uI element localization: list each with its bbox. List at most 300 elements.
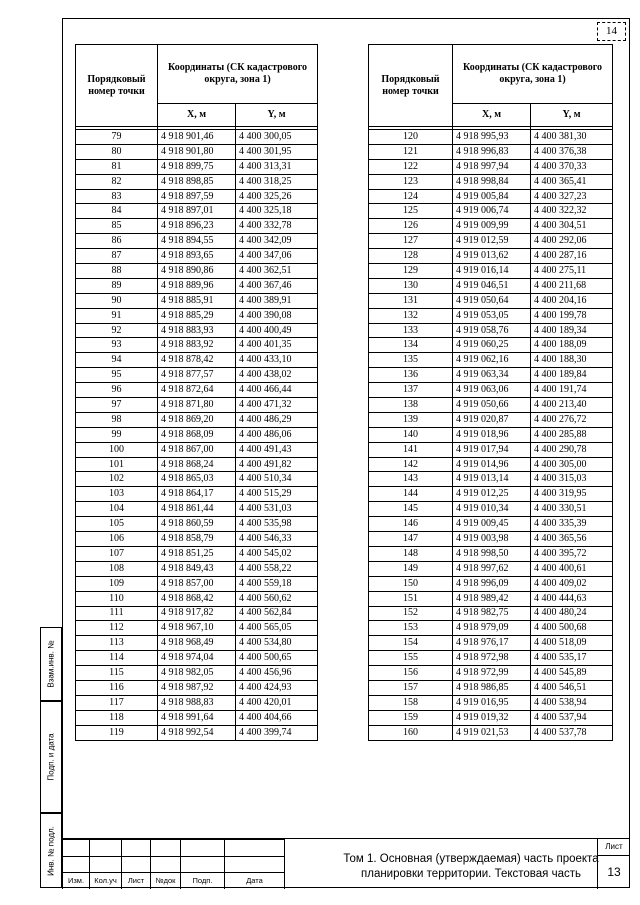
- y-coordinate-cell: 4 400 275,11: [531, 264, 613, 279]
- x-coordinate-cell: 4 918 861,44: [158, 502, 236, 517]
- point-number-cell: 105: [76, 517, 158, 532]
- y-coordinate-cell: 4 400 409,02: [531, 576, 613, 591]
- table-row: [76, 174, 318, 189]
- y-coordinate-cell: 4 400 370,33: [531, 159, 613, 174]
- x-coordinate-cell: 4 918 868,24: [158, 457, 236, 472]
- table-row: [369, 576, 613, 591]
- table-row: [76, 398, 318, 413]
- point-number-cell: 160: [369, 725, 453, 740]
- table-row: [76, 278, 318, 293]
- table-row: [76, 621, 318, 636]
- x-coordinate-cell: 4 919 003,98: [453, 532, 531, 547]
- x-coordinate-cell: 4 919 012,59: [453, 234, 531, 249]
- point-number-cell: 119: [76, 725, 158, 740]
- point-number-cell: 80: [76, 144, 158, 159]
- y-coordinate-cell: 4 400 347,06: [236, 249, 318, 264]
- table-row: [369, 561, 613, 576]
- point-number-cell: 122: [369, 159, 453, 174]
- y-coordinate-cell: 4 400 444,63: [531, 591, 613, 606]
- point-number-cell: 86: [76, 234, 158, 249]
- point-number-cell: 124: [369, 189, 453, 204]
- table-row: [369, 249, 613, 264]
- table-row: [76, 249, 318, 264]
- x-coordinate-cell: 4 918 864,17: [158, 487, 236, 502]
- x-coordinate-cell: 4 919 063,06: [453, 383, 531, 398]
- point-number-cell: 108: [76, 561, 158, 576]
- table-row: [76, 666, 318, 681]
- y-coordinate-cell: 4 400 546,51: [531, 680, 613, 695]
- side-label-inv-podl: Инв. № подл.: [40, 813, 62, 888]
- x-coordinate-cell: 4 918 979,09: [453, 621, 531, 636]
- document-caption: [284, 839, 640, 889]
- table-row: [369, 695, 613, 710]
- y-coordinate-cell: 4 400 466,44: [236, 383, 318, 398]
- x-coordinate-cell: 4 918 982,75: [453, 606, 531, 621]
- table-row: [369, 412, 613, 427]
- table-row: [369, 487, 613, 502]
- point-number-cell: 129: [369, 264, 453, 279]
- point-number-cell: 90: [76, 293, 158, 308]
- header-y: Y, м: [236, 104, 318, 127]
- y-coordinate-cell: 4 400 535,17: [531, 651, 613, 666]
- point-number-cell: 109: [76, 576, 158, 591]
- title-block-column-label: Подп.: [181, 873, 225, 889]
- table-row: [369, 144, 613, 159]
- table-row: [369, 293, 613, 308]
- y-coordinate-cell: 4 400 365,56: [531, 532, 613, 547]
- header-coordinates: Координаты (СК кадастрового округа, зона 1): [158, 45, 318, 104]
- table-row: [76, 725, 318, 740]
- y-coordinate-cell: 4 400 491,82: [236, 457, 318, 472]
- point-number-cell: 117: [76, 695, 158, 710]
- table-row: [369, 472, 613, 487]
- x-coordinate-cell: 4 919 005,84: [453, 189, 531, 204]
- x-coordinate-cell: 4 919 013,62: [453, 249, 531, 264]
- table-row: [76, 502, 318, 517]
- table-row: [369, 546, 613, 561]
- x-coordinate-cell: 4 919 012,25: [453, 487, 531, 502]
- y-coordinate-cell: 4 400 211,68: [531, 278, 613, 293]
- point-number-cell: 149: [369, 561, 453, 576]
- x-coordinate-cell: 4 919 017,94: [453, 442, 531, 457]
- table-row: [369, 189, 613, 204]
- y-coordinate-cell: 4 400 438,02: [236, 368, 318, 383]
- x-coordinate-cell: 4 918 898,85: [158, 174, 236, 189]
- point-number-cell: 106: [76, 532, 158, 547]
- table-row: [369, 204, 613, 219]
- point-number-cell: 140: [369, 427, 453, 442]
- y-coordinate-cell: 4 400 433,10: [236, 353, 318, 368]
- table-row: [369, 442, 613, 457]
- y-coordinate-cell: 4 400 538,94: [531, 695, 613, 710]
- x-coordinate-cell: 4 919 050,66: [453, 398, 531, 413]
- table-row: [76, 457, 318, 472]
- table-row: [76, 591, 318, 606]
- point-number-cell: 110: [76, 591, 158, 606]
- y-coordinate-cell: 4 400 213,40: [531, 398, 613, 413]
- caption-line-1: Том 1. Основная (утверждаемая) часть проекта: [343, 853, 599, 865]
- x-coordinate-cell: 4 918 986,85: [453, 680, 531, 695]
- point-number-cell: 83: [76, 189, 158, 204]
- table-row: [369, 591, 613, 606]
- x-coordinate-cell: 4 918 982,05: [158, 666, 236, 681]
- table-row: [369, 338, 613, 353]
- y-coordinate-cell: 4 400 399,74: [236, 725, 318, 740]
- table-row: [369, 680, 613, 695]
- table-row: [76, 234, 318, 249]
- y-coordinate-cell: 4 400 276,72: [531, 412, 613, 427]
- point-number-cell: 135: [369, 353, 453, 368]
- table-row: [76, 487, 318, 502]
- table-row: [76, 442, 318, 457]
- x-coordinate-cell: 4 918 868,09: [158, 427, 236, 442]
- x-coordinate-cell: 4 918 851,25: [158, 546, 236, 561]
- point-number-cell: 159: [369, 710, 453, 725]
- table-row: [76, 517, 318, 532]
- x-coordinate-cell: 4 918 889,96: [158, 278, 236, 293]
- point-number-cell: 125: [369, 204, 453, 219]
- point-number-cell: 92: [76, 323, 158, 338]
- point-number-cell: 123: [369, 174, 453, 189]
- x-coordinate-cell: 4 919 019,32: [453, 710, 531, 725]
- y-coordinate-cell: 4 400 325,26: [236, 189, 318, 204]
- title-block-column-label: Лист: [122, 873, 151, 889]
- x-coordinate-cell: 4 918 883,93: [158, 323, 236, 338]
- sheet-number: 13: [607, 865, 621, 879]
- y-coordinate-cell: 4 400 562,84: [236, 606, 318, 621]
- y-coordinate-cell: 4 400 188,09: [531, 338, 613, 353]
- y-coordinate-cell: 4 400 486,29: [236, 412, 318, 427]
- table-row: [369, 278, 613, 293]
- table-row: [76, 130, 318, 145]
- table-row: [76, 651, 318, 666]
- x-coordinate-cell: 4 918 968,49: [158, 636, 236, 651]
- y-coordinate-cell: 4 400 518,09: [531, 636, 613, 651]
- y-coordinate-cell: 4 400 559,18: [236, 576, 318, 591]
- x-coordinate-cell: 4 918 896,23: [158, 219, 236, 234]
- x-coordinate-cell: 4 918 901,46: [158, 130, 236, 145]
- point-number-cell: 97: [76, 398, 158, 413]
- y-coordinate-cell: 4 400 401,35: [236, 338, 318, 353]
- x-coordinate-cell: 4 918 992,54: [158, 725, 236, 740]
- table-row: [76, 383, 318, 398]
- point-number-cell: 93: [76, 338, 158, 353]
- y-coordinate-cell: 4 400 189,34: [531, 323, 613, 338]
- y-coordinate-cell: 4 400 389,91: [236, 293, 318, 308]
- table-row: [369, 308, 613, 323]
- y-coordinate-cell: 4 400 390,08: [236, 308, 318, 323]
- y-coordinate-cell: 4 400 325,18: [236, 204, 318, 219]
- y-coordinate-cell: 4 400 188,30: [531, 353, 613, 368]
- point-number-cell: 133: [369, 323, 453, 338]
- point-number-cell: 112: [76, 621, 158, 636]
- point-number-cell: 102: [76, 472, 158, 487]
- y-coordinate-cell: 4 400 531,03: [236, 502, 318, 517]
- x-coordinate-cell: 4 919 053,05: [453, 308, 531, 323]
- y-coordinate-cell: 4 400 287,16: [531, 249, 613, 264]
- x-coordinate-cell: 4 918 974,04: [158, 651, 236, 666]
- y-coordinate-cell: 4 400 300,05: [236, 130, 318, 145]
- point-number-cell: 130: [369, 278, 453, 293]
- y-coordinate-cell: 4 400 327,23: [531, 189, 613, 204]
- point-number-cell: 138: [369, 398, 453, 413]
- table-row: [369, 710, 613, 725]
- y-coordinate-cell: 4 400 400,49: [236, 323, 318, 338]
- table-row: [369, 398, 613, 413]
- table-row: [369, 130, 613, 145]
- x-coordinate-cell: 4 919 020,87: [453, 412, 531, 427]
- table-row: [76, 427, 318, 442]
- x-coordinate-cell: 4 918 865,03: [158, 472, 236, 487]
- x-coordinate-cell: 4 919 006,74: [453, 204, 531, 219]
- x-coordinate-cell: 4 918 967,10: [158, 621, 236, 636]
- y-coordinate-cell: 4 400 500,65: [236, 651, 318, 666]
- table-row: [76, 532, 318, 547]
- table-row: [76, 323, 318, 338]
- table-row: [76, 680, 318, 695]
- point-number-cell: 88: [76, 264, 158, 279]
- point-number-cell: 101: [76, 457, 158, 472]
- point-number-cell: 89: [76, 278, 158, 293]
- table-row: [76, 144, 318, 159]
- y-coordinate-cell: 4 400 318,25: [236, 174, 318, 189]
- title-block-column-label: Изм.: [63, 873, 90, 889]
- y-coordinate-cell: 4 400 546,33: [236, 532, 318, 547]
- header-point-number: Порядковый номер точки: [369, 45, 453, 127]
- y-coordinate-cell: 4 400 189,84: [531, 368, 613, 383]
- x-coordinate-cell: 4 919 050,64: [453, 293, 531, 308]
- point-number-cell: 96: [76, 383, 158, 398]
- x-coordinate-cell: 4 918 871,80: [158, 398, 236, 413]
- sheet-label: Лист: [598, 839, 630, 856]
- table-row: [76, 219, 318, 234]
- table-row: [76, 368, 318, 383]
- y-coordinate-cell: 4 400 420,01: [236, 695, 318, 710]
- y-coordinate-cell: 4 400 558,22: [236, 561, 318, 576]
- table-row: [76, 576, 318, 591]
- sheet-box: [597, 839, 630, 889]
- point-number-cell: 114: [76, 651, 158, 666]
- coordinates-table-left: [75, 44, 318, 741]
- y-coordinate-cell: 4 400 319,95: [531, 487, 613, 502]
- point-number-cell: 103: [76, 487, 158, 502]
- point-number-cell: 142: [369, 457, 453, 472]
- point-number-cell: 107: [76, 546, 158, 561]
- y-coordinate-cell: 4 400 199,78: [531, 308, 613, 323]
- point-number-cell: 154: [369, 636, 453, 651]
- x-coordinate-cell: 4 918 991,64: [158, 710, 236, 725]
- x-coordinate-cell: 4 919 021,53: [453, 725, 531, 740]
- title-block-column-label: №док: [151, 873, 181, 889]
- x-coordinate-cell: 4 918 894,55: [158, 234, 236, 249]
- point-number-cell: 158: [369, 695, 453, 710]
- x-coordinate-cell: 4 918 893,65: [158, 249, 236, 264]
- point-number-cell: 115: [76, 666, 158, 681]
- y-coordinate-cell: 4 400 292,06: [531, 234, 613, 249]
- coordinates-table-right: [368, 44, 613, 741]
- table-row: [369, 174, 613, 189]
- y-coordinate-cell: 4 400 510,34: [236, 472, 318, 487]
- x-coordinate-cell: 4 918 860,59: [158, 517, 236, 532]
- table-row: [76, 546, 318, 561]
- x-coordinate-cell: 4 918 883,92: [158, 338, 236, 353]
- x-coordinate-cell: 4 918 897,59: [158, 189, 236, 204]
- x-coordinate-cell: 4 918 997,94: [453, 159, 531, 174]
- x-coordinate-cell: 4 918 890,86: [158, 264, 236, 279]
- x-coordinate-cell: 4 919 014,96: [453, 457, 531, 472]
- point-number-cell: 118: [76, 710, 158, 725]
- y-coordinate-cell: 4 400 424,93: [236, 680, 318, 695]
- point-number-cell: 153: [369, 621, 453, 636]
- y-coordinate-cell: 4 400 313,31: [236, 159, 318, 174]
- x-coordinate-cell: 4 918 996,83: [453, 144, 531, 159]
- table-row: [76, 636, 318, 651]
- y-coordinate-cell: 4 400 560,62: [236, 591, 318, 606]
- point-number-cell: 100: [76, 442, 158, 457]
- y-coordinate-cell: 4 400 367,46: [236, 278, 318, 293]
- x-coordinate-cell: 4 918 867,00: [158, 442, 236, 457]
- point-number-cell: 113: [76, 636, 158, 651]
- point-number-cell: 121: [369, 144, 453, 159]
- point-number-cell: 95: [76, 368, 158, 383]
- point-number-cell: 104: [76, 502, 158, 517]
- table-row: [76, 204, 318, 219]
- y-coordinate-cell: 4 400 537,78: [531, 725, 613, 740]
- table-row: [369, 368, 613, 383]
- y-coordinate-cell: 4 400 395,72: [531, 546, 613, 561]
- x-coordinate-cell: 4 919 010,34: [453, 502, 531, 517]
- x-coordinate-cell: 4 919 016,95: [453, 695, 531, 710]
- y-coordinate-cell: 4 400 330,51: [531, 502, 613, 517]
- x-coordinate-cell: 4 918 987,92: [158, 680, 236, 695]
- y-coordinate-cell: 4 400 342,09: [236, 234, 318, 249]
- point-number-cell: 85: [76, 219, 158, 234]
- y-coordinate-cell: 4 400 400,61: [531, 561, 613, 576]
- point-number-cell: 147: [369, 532, 453, 547]
- point-number-cell: 82: [76, 174, 158, 189]
- table-row: [76, 189, 318, 204]
- y-coordinate-cell: 4 400 304,51: [531, 219, 613, 234]
- point-number-cell: 126: [369, 219, 453, 234]
- x-coordinate-cell: 4 918 995,93: [453, 130, 531, 145]
- y-coordinate-cell: 4 400 456,96: [236, 666, 318, 681]
- title-block-column-label: Кол.уч: [90, 873, 122, 889]
- point-number-cell: 128: [369, 249, 453, 264]
- y-coordinate-cell: 4 400 191,74: [531, 383, 613, 398]
- y-coordinate-cell: 4 400 305,00: [531, 457, 613, 472]
- x-coordinate-cell: 4 918 998,84: [453, 174, 531, 189]
- x-coordinate-cell: 4 918 857,00: [158, 576, 236, 591]
- y-coordinate-cell: 4 400 535,98: [236, 517, 318, 532]
- x-coordinate-cell: 4 918 885,29: [158, 308, 236, 323]
- header-y: Y, м: [531, 104, 613, 127]
- y-coordinate-cell: 4 400 486,06: [236, 427, 318, 442]
- x-coordinate-cell: 4 918 997,62: [453, 561, 531, 576]
- x-coordinate-cell: 4 918 877,57: [158, 368, 236, 383]
- table-row: [369, 517, 613, 532]
- point-number-cell: 141: [369, 442, 453, 457]
- table-row: [369, 621, 613, 636]
- x-coordinate-cell: 4 919 009,45: [453, 517, 531, 532]
- x-coordinate-cell: 4 918 849,43: [158, 561, 236, 576]
- y-coordinate-cell: 4 400 362,51: [236, 264, 318, 279]
- y-coordinate-cell: 4 400 500,68: [531, 621, 613, 636]
- point-number-cell: 91: [76, 308, 158, 323]
- table-row: [369, 457, 613, 472]
- y-coordinate-cell: 4 400 332,78: [236, 219, 318, 234]
- table-row: [76, 293, 318, 308]
- title-block-column-label: Дата: [225, 873, 285, 889]
- point-number-cell: 98: [76, 412, 158, 427]
- y-coordinate-cell: 4 400 545,89: [531, 666, 613, 681]
- table-row: [76, 606, 318, 621]
- table-row: [76, 353, 318, 368]
- x-coordinate-cell: 4 918 989,42: [453, 591, 531, 606]
- table-row: [76, 159, 318, 174]
- point-number-cell: 131: [369, 293, 453, 308]
- point-number-cell: 79: [76, 130, 158, 145]
- table-row: [369, 383, 613, 398]
- table-row: [76, 308, 318, 323]
- header-coordinates: Координаты (СК кадастрового округа, зона 1): [453, 45, 613, 104]
- point-number-cell: 157: [369, 680, 453, 695]
- x-coordinate-cell: 4 918 878,42: [158, 353, 236, 368]
- point-number-cell: 132: [369, 308, 453, 323]
- header-x: X, м: [453, 104, 531, 127]
- point-number-cell: 155: [369, 651, 453, 666]
- y-coordinate-cell: 4 400 534,80: [236, 636, 318, 651]
- table-row: [369, 532, 613, 547]
- point-number-cell: 120: [369, 130, 453, 145]
- point-number-cell: 94: [76, 353, 158, 368]
- x-coordinate-cell: 4 918 972,98: [453, 651, 531, 666]
- side-label-podp-data: Подп. и дата: [40, 701, 62, 813]
- y-coordinate-cell: 4 400 301,95: [236, 144, 318, 159]
- y-coordinate-cell: 4 400 365,41: [531, 174, 613, 189]
- x-coordinate-cell: 4 919 062,16: [453, 353, 531, 368]
- table-row: [76, 264, 318, 279]
- x-coordinate-cell: 4 919 060,25: [453, 338, 531, 353]
- y-coordinate-cell: 4 400 491,43: [236, 442, 318, 457]
- table-row: [369, 323, 613, 338]
- x-coordinate-cell: 4 918 976,17: [453, 636, 531, 651]
- x-coordinate-cell: 4 918 996,09: [453, 576, 531, 591]
- point-number-cell: 144: [369, 487, 453, 502]
- caption-line-2: планировки территории. Текстовая часть: [361, 868, 581, 880]
- y-coordinate-cell: 4 400 376,38: [531, 144, 613, 159]
- header-point-number: Порядковый номер точки: [76, 45, 158, 127]
- y-coordinate-cell: 4 400 545,02: [236, 546, 318, 561]
- table-row: [76, 412, 318, 427]
- header-x: X, м: [158, 104, 236, 127]
- y-coordinate-cell: 4 400 480,24: [531, 606, 613, 621]
- x-coordinate-cell: 4 918 885,91: [158, 293, 236, 308]
- table-row: [76, 710, 318, 725]
- table-row: [369, 159, 613, 174]
- point-number-cell: 127: [369, 234, 453, 249]
- point-number-cell: 136: [369, 368, 453, 383]
- x-coordinate-cell: 4 919 013,14: [453, 472, 531, 487]
- page-number-top: 14: [597, 22, 626, 41]
- x-coordinate-cell: 4 918 899,75: [158, 159, 236, 174]
- y-coordinate-cell: 4 400 515,29: [236, 487, 318, 502]
- point-number-cell: 156: [369, 666, 453, 681]
- point-number-cell: 81: [76, 159, 158, 174]
- y-coordinate-cell: 4 400 285,88: [531, 427, 613, 442]
- x-coordinate-cell: 4 918 858,79: [158, 532, 236, 547]
- x-coordinate-cell: 4 919 016,14: [453, 264, 531, 279]
- x-coordinate-cell: 4 918 901,80: [158, 144, 236, 159]
